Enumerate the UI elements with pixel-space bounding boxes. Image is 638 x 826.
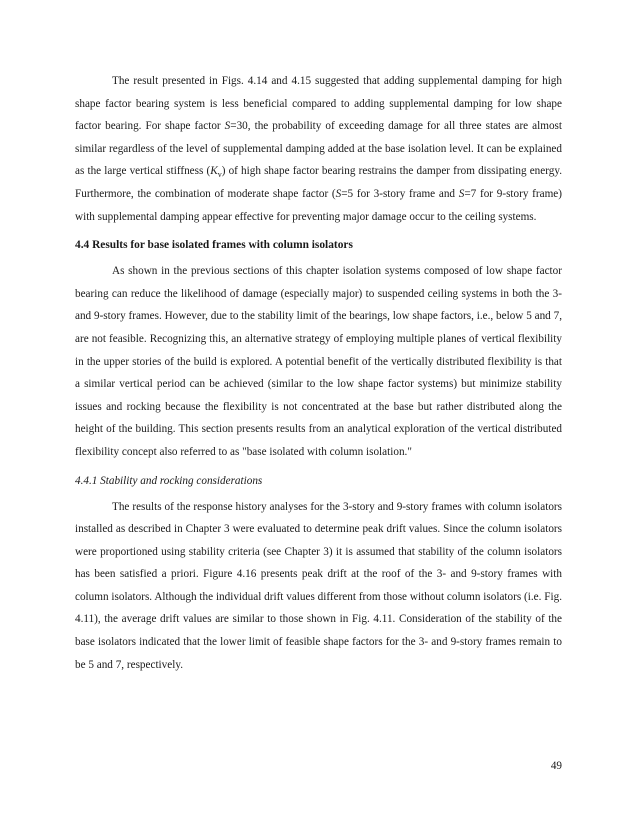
text-run: The result presented in Figs. 4.14 and 4.15 suggested that adding supplemental damping for high shape factor bearing system is less beneficial compared to adding supplemental damping for low shape factor bearing. For shape factor <box>75 75 562 133</box>
text-run: =7 for 9-story frame) with supplemental damping appear effective for preventing major damage occur to the ceiling systems. <box>75 187 562 223</box>
paragraph-column-isolators: As shown in the previous sections of this chapter isolation systems composed of low shape factor bearing can reduce the likelihood of damage (especially major) to suspended ceiling systems in both the 3- and 9-story frames. However, due to the stability limit of the bearings, low shape factors, i.e., below 5 and 7, are not feasible. Recognizing this, an alternative strategy of employing multiple planes of vertical flexibility in the upper stories of the build is explored. A potential benefit of the vertically distributed flexibility is that a similar vertical period can be achieved (similar to the low shape factor systems) but minimize stability issues and rocking because the flexibility is not concentrated at the base but rather distributed along the height of the building. This section presents results from an analytical exploration of the vertical distributed flexibility concept also referred to as "base isolated with column isolation." <box>75 265 562 458</box>
page-body <box>75 70 562 676</box>
subscript-v: v <box>217 170 222 180</box>
page-number: 49 <box>550 760 562 772</box>
paragraph-damping-results <box>75 70 562 228</box>
text-run: =5 for 3-story frame and <box>341 187 459 200</box>
text-run: =30, the probability of exceeding damage for all three states are almost similar regardless of the level of supplemental damping added at the base isolation level. It can be explained as the large vertical stiffness ( <box>75 120 562 178</box>
variable-s: S <box>458 187 465 200</box>
section-heading: 4.4 Results for base isolated frames with column isolators <box>75 239 353 252</box>
subsection-heading: 4.4.1 Stability and rocking considerations <box>75 474 263 487</box>
variable-s: S <box>224 120 231 133</box>
variable-s: S <box>335 187 342 200</box>
paragraph-stability: The results of the response history analyses for the 3-story and 9-story frames with column isolators installed as described in Chapter 3 were evaluated to determine peak drift values. Since the column isolators were proportioned using stability criteria (see Chapter 3) it is assumed that stability of the column isolators has been satisfied a priori. Figure 4.16 presents peak drift at the roof of the 3- and 9-story frames with column isolators. Although the individual drift values different from those without column isolators (i.e. Fig. 4.11), the average drift values are similar to those shown in Fig. 4.11. Consideration of the stability of the base isolators indicated that the lower limit of feasible shape factors for the 3- and 9-story frames remain to be 5 and 7, respectively. <box>75 500 562 671</box>
text-run: ) of high shape factor bearing restrains the damper from dissipating energy. Furthermore, the combination of moderate shape factor ( <box>75 165 562 200</box>
variable-k: K <box>210 165 218 178</box>
